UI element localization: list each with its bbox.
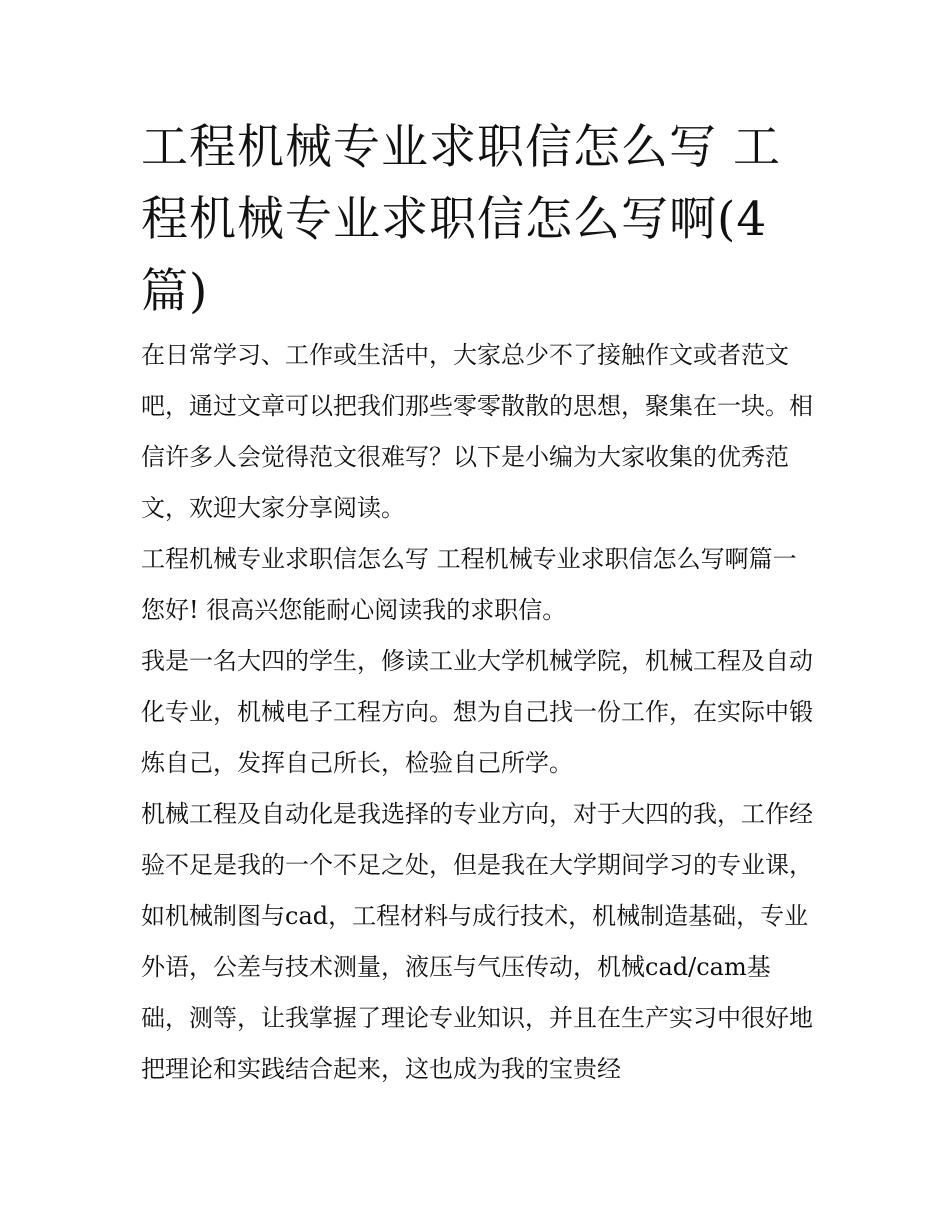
paragraph-major-details: 机械工程及自动化是我选择的专业方向，对于大四的我，工作经验不足是我的一个不足之处，但是我在大学期间学习的专业课，如机械制图与cad，工程材料与成行技术，机械制造基础，专业外语，公差与技术测量，液压与气压传动，机械cad/cam基础，测等，让我掌握了理论专业知识，并且在生产实习中很好地把理论和实践结合起来，这也成为我的宝贵经 <box>141 800 813 1083</box>
paragraph-self-intro: 我是一名大四的学生，修读工业大学机械学院，机械工程及自动化专业，机械电子工程方向。想为自己找一份工作，在实际中锻炼自己，发挥自己所长，检验自己所学。 <box>141 647 813 777</box>
paragraph-intro: 在日常学习、工作或生活中，大家总少不了接触作文或者范文吧，通过文章可以把我们那些零零散散的思想，聚集在一块。相信许多人会觉得范文很难写？以下是小编为大家收集的优秀范文，欢迎大家分享阅读。 <box>141 341 813 522</box>
document-title: 工程机械专业求职信怎么写 工程机械专业求职信怎么写啊(4篇) <box>141 120 781 319</box>
paragraph-section-heading: 工程机械专业求职信怎么写 工程机械专业求职信怎么写啊篇一 您好! 很高兴您能耐心阅读我的求职信。 <box>141 545 797 624</box>
document-content <box>141 112 813 1095</box>
